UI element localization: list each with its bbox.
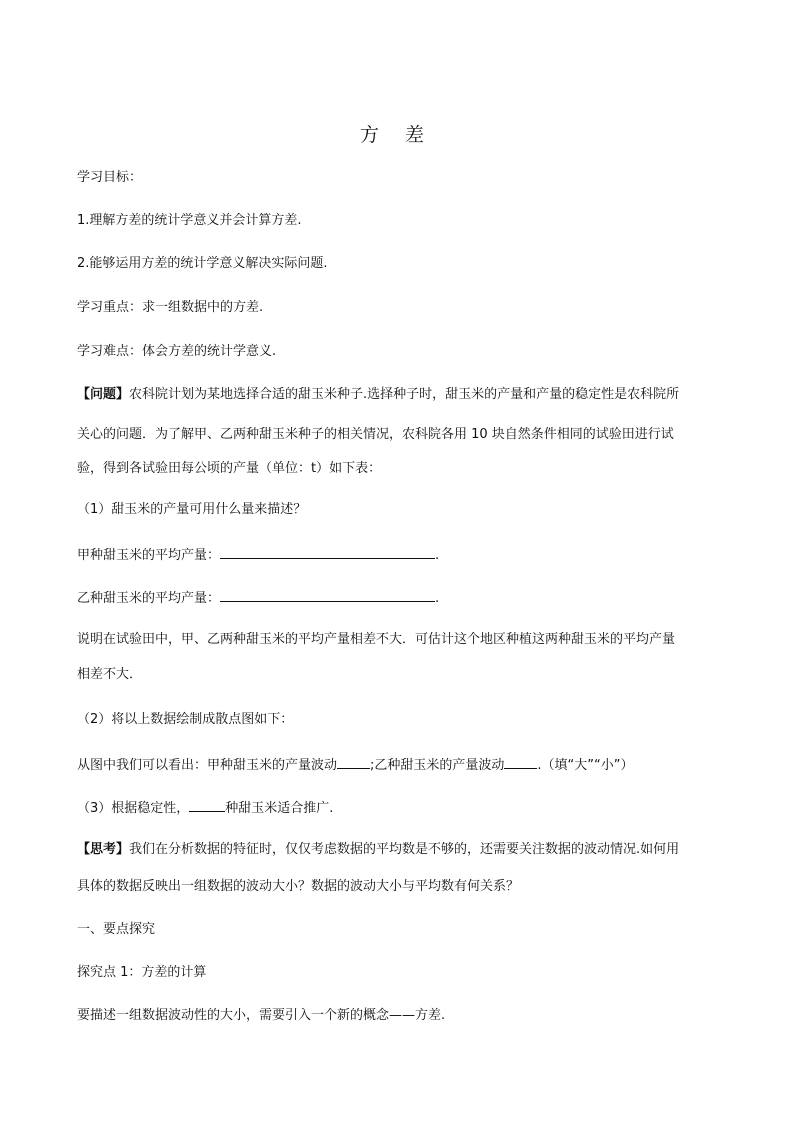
explanation-line-1: 说明在试验田中，甲、乙两种甜玉米的平均产量相差不大．可估计这个地区种植这两种甜玉米的平均产量 [77, 632, 676, 647]
objectives-label: 学习目标： [77, 170, 143, 185]
key-point: 学习重点：求一组数据中的方差. [77, 300, 264, 315]
observation-prefix: 从图中我们可以看出：甲种甜玉米的产量波动 [77, 758, 338, 773]
average-b-blank[interactable] [220, 587, 435, 602]
observation-suffix: .（填“大”“小”） [537, 758, 634, 773]
question-1: （1）甜玉米的产量可用什么量来描述？ [77, 502, 307, 517]
difficult-point: 学习难点：体会方差的统计学意义. [77, 344, 277, 359]
think-line-2: 具体的数据反映出一组数据的波动大小？数据的波动大小与平均数有何关系？ [77, 879, 520, 894]
problem-line-3: 验，得到各试验田每公顷的产量（单位：t）如下表： [77, 461, 382, 476]
fluctuation-a-blank[interactable] [337, 754, 370, 769]
question-3-suffix: 种甜玉米适合推广. [225, 801, 334, 816]
problem-line-1 [77, 385, 722, 405]
think-line-1 [77, 840, 722, 860]
think-text-1: 我们在分析数据的特征时，仅仅考虑数据的平均数是不够的，还需要关注数据的波动情况.如何用 [129, 842, 680, 857]
explore-point-1: 探究点 1：方差的计算 [77, 965, 207, 980]
objective-1: 1.理解方差的统计学意义并会计算方差. [77, 213, 302, 228]
average-b-end: . [435, 591, 440, 606]
section-heading: 一、要点探究 [77, 922, 156, 937]
problem-line-2: 关心的问题．为了解甲、乙两种甜玉米种子的相关情况，农科院各用 10 块自然条件相同的试验田进行试 [77, 427, 674, 442]
fluctuation-b-blank[interactable] [504, 754, 537, 769]
page-title: 方 差 [359, 124, 435, 146]
objective-2: 2.能够运用方差的统计学意义解决实际问题. [77, 256, 328, 271]
problem-text-1: 农科院计划为某地选择合适的甜玉米种子.选择种子时，甜玉米的产量和产量的稳定性是农科院所 [129, 387, 680, 402]
explanation-line-2: 相差不大． [77, 667, 143, 682]
average-a-end: . [435, 548, 440, 563]
average-b-line [77, 587, 722, 609]
average-b-label: 乙种甜玉米的平均产量： [77, 591, 221, 606]
average-a-blank[interactable] [220, 544, 435, 559]
question-3-prefix: （3）根据稳定性， [77, 801, 190, 816]
question-2: （2）将以上数据绘制成散点图如下： [77, 712, 294, 727]
average-a-label: 甲种甜玉米的平均产量： [77, 548, 221, 563]
average-a-line [77, 544, 722, 566]
question-3 [77, 797, 722, 819]
think-tag: 【思考】 [77, 842, 130, 857]
problem-tag: 【问题】 [77, 387, 130, 402]
observation-line [77, 754, 722, 776]
observation-middle: ;乙种甜玉米的产量波动 [370, 758, 505, 773]
variance-intro: 要描述一组数据波动性的大小，需要引入一个新的概念——方差. [77, 1008, 446, 1023]
variety-blank[interactable] [189, 797, 225, 812]
